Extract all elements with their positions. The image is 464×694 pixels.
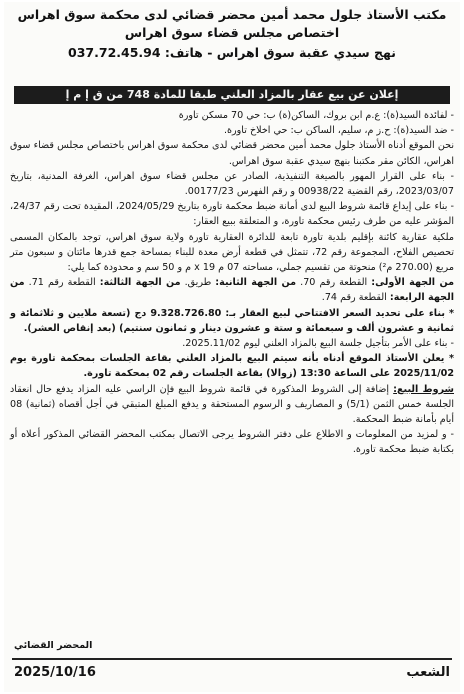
boundary-1-label: من الجهة الأولى: <box>371 277 455 289</box>
sale-conditions-filing: - بناء على إيداع قائمة شروط البيع لدى أمانة ضبط محكمة تاورة بتاريخ 2024/05/29، المقيدة تحت رقم 24/37، المؤشر عليه من طرف رئيس محكمة تاورة، و المتعلقة ببيع العقار: <box>10 201 454 228</box>
legal-notice <box>4 2 460 692</box>
property-description: ملكية عقارية كائنة بإقليم بلدية تاورة تابعة للدائرة العقارية تاورة ولاية سوق اهراس، توجد بالمكان المسمى تحصيص الفلاح، المجموعة رقم 72، تتمثل في قطعة أرض معدة للبناء بمساحة جمع قدرها مائتان و سبعون متر مربع (270.00 م²) منحوتة من تقسيم جملي، مساحته 07 م x 19 م و 50 سم و محدودة كما يلي: <box>10 231 454 274</box>
debtor-line: - ضد السيد(ة): ح.ز م، سليم، الساكن ب: حي اخلاخ تاورة. <box>223 125 454 137</box>
court-decision: - بناء على القرار المهور بالصيغة التنفيذية، الصادر عن مجلس قضاء سوق اهراس، الغرفة المدنية، بتاريخ 2023/03/07، رقم القضية 00938/22 و رقم الفهرس 00177/23. <box>10 170 454 198</box>
boundary-3-label: من الجهة الثالثة: <box>99 277 181 289</box>
address-phone-line: نهج سيدي عقبة سوق اهراس - هاتف: 037.72.45.94 <box>68 45 396 60</box>
office-title: مكتب الأستاذ جلول محمد أمين محضر قضائي لدى محكمة سوق اهراس <box>17 7 447 22</box>
postponement: - بناء على الأمر بتأجيل جلسة البيع بالمزاد العلني ليوم 2025.11/02. <box>182 338 454 350</box>
auction-date: * يعلن الأستاذ الموقع أدناه بأنه سيتم البيع بالمزاد العلني بقاعة الجلسات بمحكمة تاورة يوم 2025/11/02 على الساعة 13:30 (زوالا) بقاعة الجلسات رقم 02 بمحكمة تاورة. <box>10 353 454 380</box>
property-boundaries <box>10 275 454 305</box>
creditor-line: - لفائدة السيد(ة): ع.م ابن بروك، الساكن(ة) ب: حي 70 مسكن تاورة <box>178 110 454 121</box>
notice-body <box>10 108 454 458</box>
bailiff-signature: المحضر القضائي <box>14 640 93 651</box>
notice-banner: إعلان عن بيع عقار بالمزاد العلني طبقا للمادة 748 من ق إ م إ <box>14 86 450 104</box>
boundary-3: القطعة رقم 71. <box>24 277 100 289</box>
publication-date: 2025/10/16 <box>14 665 96 680</box>
contact-info: - و لمزيد من المعلومات و الاطلاع على دفتر الشروط يرجى الاتصال بمكتب المحضر القضائي المذكور أعلاه أو بكتابة ضبط محكمة تاورة. <box>10 429 454 456</box>
sale-terms-text: إضافة إلى الشروط المذكورة في قائمة شروط البيع فإن الراسي عليه المزاد يدفع حال انعقاد الجلسة خمس الثمن (5/1) و المصاريف و الرسوم المستحقة و يدفع المبلغ المتبقي في أجل أقصاه (ثمانية) 08 أيام بأمانة ضبط المحكمة. <box>10 383 455 426</box>
newspaper-name: الشعب <box>406 665 450 680</box>
boundary-4-label: من الجهة الرابعة: <box>10 277 454 304</box>
sale-terms <box>10 382 454 428</box>
footer-divider <box>12 658 452 660</box>
boundary-4: القطعة رقم 74. <box>321 292 390 304</box>
opening-price: * بناء على تحديد السعر الافتتاحي لبيع العقار بـ: 9.328.726.80 دج (تسعة ملايين و ثلاثمائة و ثمانية و عشرون ألف و سبعمائة و ستة و عشرون دينار و ثمانون سنتيم) (بعد إنقاص العشر). <box>10 307 454 334</box>
boundary-1: القطعة رقم 70. <box>296 277 372 289</box>
boundary-2-label: من الجهة الثانية: <box>215 277 297 289</box>
boundary-2: طريق. <box>180 277 216 289</box>
sale-terms-label: شروط البيع: <box>393 383 454 395</box>
jurisdiction-line: اختصاص مجلس قضاء سوق اهراس <box>124 25 340 40</box>
bailiff-intro: نحن الموقع أدناه الأستاذ جلول محمد أمين محضر قضائي لدى محكمة سوق اهراس باختصاص مجلس قضاء سوق اهراس، الكائن مقر مكتبنا بنهج سيدي عقبة سوق اهراس. <box>10 140 454 167</box>
publication-footer <box>12 662 452 684</box>
